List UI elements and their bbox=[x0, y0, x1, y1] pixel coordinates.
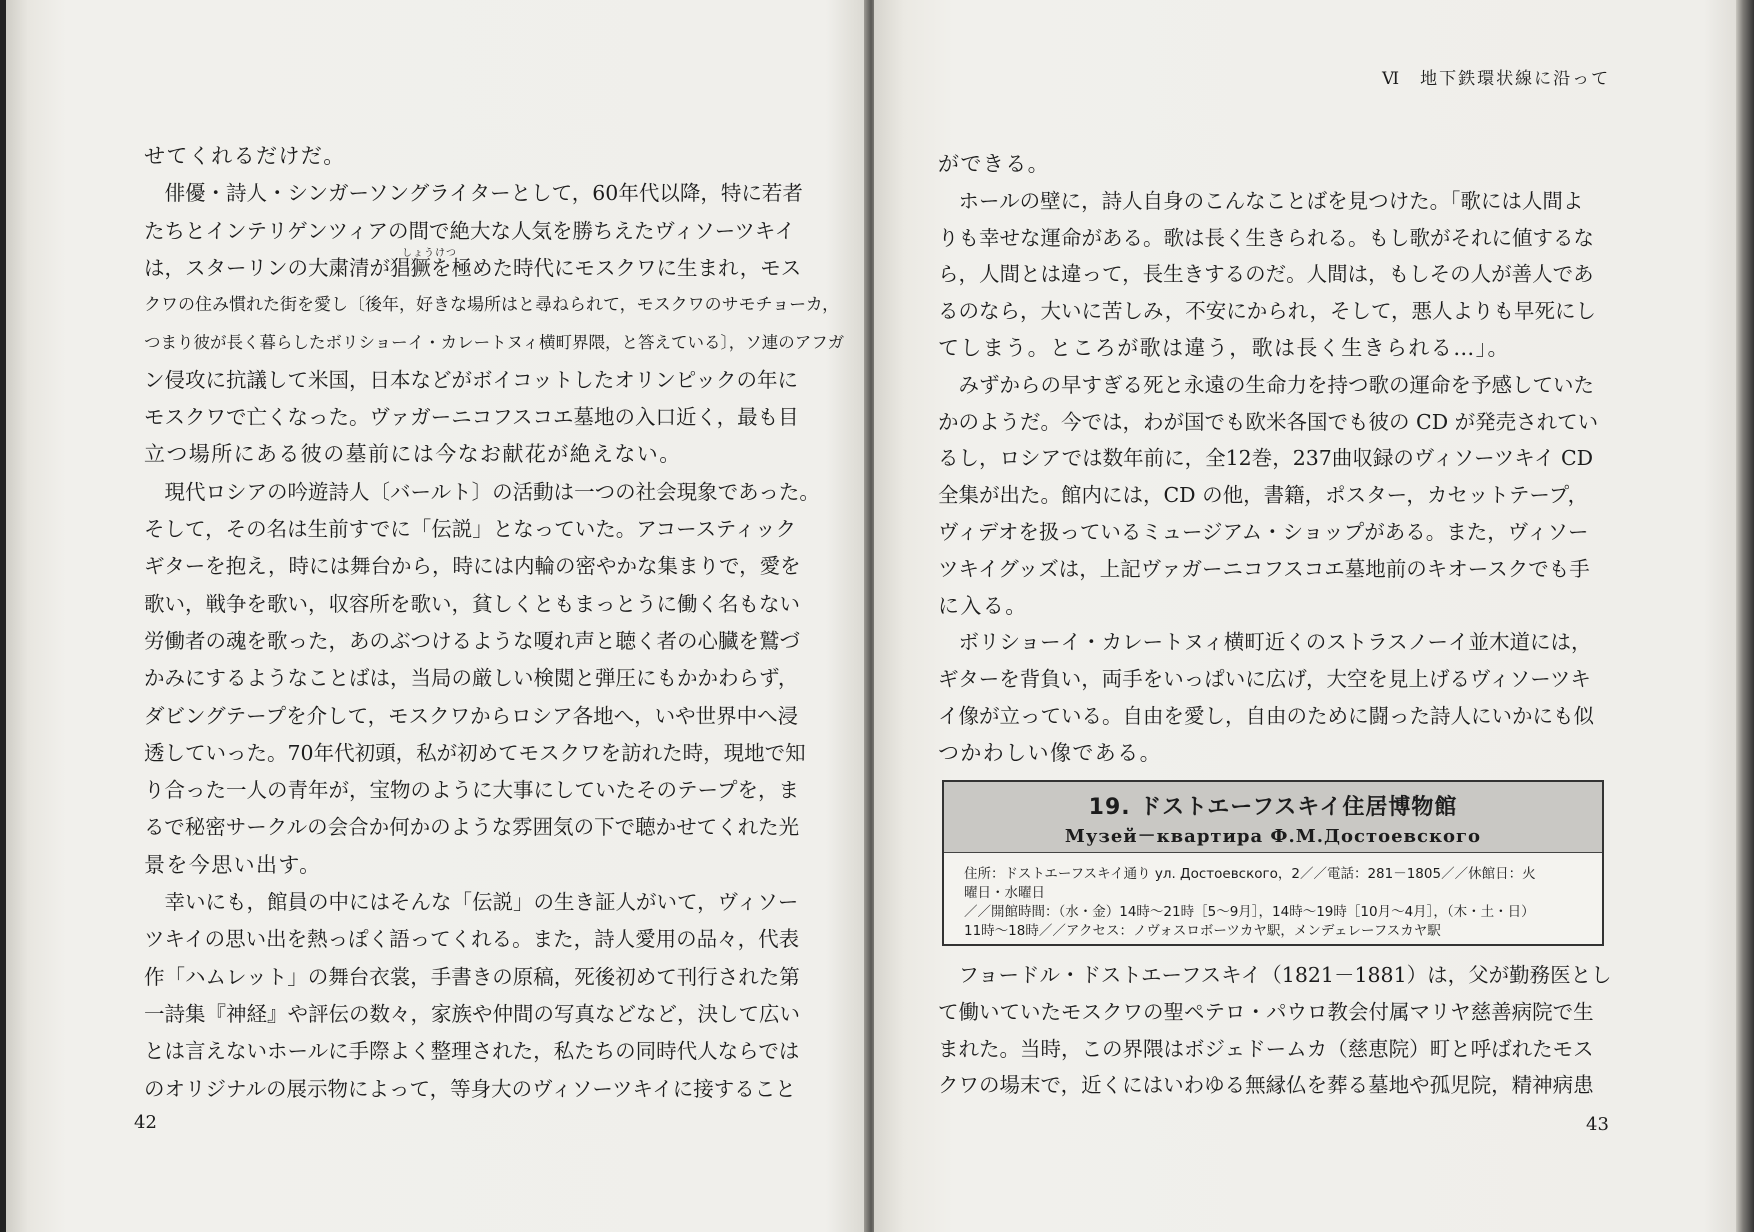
text-line: かのようだ。今では，わが国でも欧米各国でも彼の CD が発売されてい bbox=[938, 409, 1599, 434]
text-line: 現代ロシアの吟遊詩人〔バールト〕の活動は一つの社会現象であった。 bbox=[144, 479, 820, 504]
left-page bbox=[6, 0, 868, 1232]
text-line: てしまう。ところが歌は違う，歌は長く生きられる…」。 bbox=[938, 336, 1510, 360]
text-line: は，スターリンの大粛清が猖獗を極めた時代にモスクワに生まれ，モス bbox=[144, 255, 802, 280]
text-line: ツキイグッズは，上記ヴァガーニコフスコエ墓地前のキオースクでも手 bbox=[938, 556, 1590, 581]
info-detail-line: 11時～18時／／アクセス：ノヴォスロボーツカヤ駅，メンデェレーフスカヤ駅 bbox=[964, 923, 1441, 939]
page-number-left: 42 bbox=[134, 1112, 157, 1133]
text-line: とは言えないホールに手際よく整理された，私たちの同時代人ならでは bbox=[144, 1039, 800, 1064]
text-line: ホールの壁に，詩人自身のこんなことばを見つけた。「歌には人間よ bbox=[938, 188, 1584, 213]
text-line: ダビングテープを介して，モスクワからロシア各地へ，いや世界中へ浸 bbox=[144, 703, 799, 728]
text-line: イ像が立っている。自由を愛し，自由のために闘った詩人にいかにも似 bbox=[938, 704, 1594, 728]
text-line: つかわしい像である。 bbox=[938, 740, 1162, 765]
info-detail-line: ／／開館時間：（水・金）14時～21時［5～9月］，14時～19時［10月～4月］，（木・土・日） bbox=[964, 904, 1535, 920]
text-line: て働いていたモスクワの聖ペテロ・パウロ教会付属マリヤ慈善病院で生 bbox=[938, 999, 1594, 1024]
text-line: たちとインテリゲンツィアの間で絶大な人気を勝ちえたヴィソーツキイ bbox=[144, 218, 796, 243]
text-line: 労働者の魂を歌った，あのぶつけるような嗄れ声と聴く者の心臓を鷲づ bbox=[144, 628, 800, 653]
page-number-right: 43 bbox=[1586, 1114, 1609, 1135]
text-line: せてくれるだけだ。 bbox=[144, 144, 346, 168]
text-line: 全集が出た。館内には，CD の他，書籍，ポスター，カセットテープ， bbox=[938, 483, 1589, 508]
text-line: ギターを抱え，時には舞台から，時には内輪の密やかな集まりで，愛を bbox=[144, 554, 801, 579]
text-line: りも幸せな運命がある。歌は長く生きられる。もし歌がそれに値するな bbox=[938, 225, 1594, 250]
right-page bbox=[874, 0, 1736, 1232]
text-line: ン侵攻に抗議して米国，日本などがボイコットしたオリンピックの年に bbox=[144, 367, 798, 392]
museum-title-japanese: 19. ドストエーフスキイ住居博物館 bbox=[1088, 795, 1458, 820]
text-line: 透していった。70年代初頭，私が初めてモスクワを訪れた時，現地で知 bbox=[144, 740, 806, 765]
text-line: ら，人間とは違って，長生きするのだ。人間は，もしその人が善人であ bbox=[938, 262, 1594, 287]
text-line: り合った一人の青年が，宝物のように大事にしていたそのテープを，ま bbox=[144, 778, 799, 803]
text-line: 幸いにも，館員の中にはそんな「伝説」の生き証人がいて，ヴィソー bbox=[144, 890, 799, 914]
text-line: かみにするようなことばは，当局の厳しい検閲と弾圧にもかかわらず， bbox=[144, 666, 799, 691]
text-line: 一詩集『神経』や評伝の数々，家族や仲間の写真などなど，決して広い bbox=[144, 1001, 800, 1026]
text-line: のオリジナルの展示物によって，等身大のヴィソーツキイに接すること bbox=[144, 1076, 796, 1101]
book-edge-right bbox=[1736, 0, 1754, 1232]
text-line: 歌い，戦争を歌い，収容所を歌い，貧しくともまっとうに働く名もない bbox=[144, 591, 800, 616]
text-line: に入る。 bbox=[938, 593, 1028, 618]
text-line: ギターを背負い，両手をいっぱいに広げ，大空を見上げるヴィソーツキ bbox=[938, 667, 1591, 692]
text-line: フョードル・ドストエーフスキイ（1821－1881）は，父が勤務医とし bbox=[938, 963, 1612, 987]
text-line: 作「ハムレット」の舞台衣裳，手書きの原稿，死後初めて刊行された第 bbox=[144, 964, 800, 989]
text-line: モスクワで亡くなった。ヴァガーニコフスコエ墓地の入口近く，最も目 bbox=[144, 405, 799, 430]
text-line: ヴィデオを扱っているミュージアム・ショップがある。また，ヴィソー bbox=[938, 520, 1589, 544]
text-line: まれた。当時，この界隈はボジェドームカ（慈恵院）町と呼ばれたモス bbox=[938, 1036, 1594, 1061]
text-line: るで秘密サークルの会合か何かのような雰囲気の下で聴かせてくれた光 bbox=[144, 815, 800, 840]
museum-title-russian: Музей－квартира Ф.М.Достоевского bbox=[1064, 826, 1482, 847]
text-line: そして，その名は生前すでに「伝説」となっていた。アコースティック bbox=[144, 517, 797, 541]
info-detail-line: 住所：ドストエーフスキイ通り ул. Достоевского，2／／電話：281－1805／／休館日：火 bbox=[964, 866, 1536, 882]
text-line: みずからの早すぎる死と永遠の生命力を持つ歌の運命を予感していた bbox=[938, 372, 1594, 397]
info-detail-line: 曜日・水曜日 bbox=[964, 885, 1045, 901]
text-line: 俳優・詩人・シンガーソングライターとして，60年代以降，特に若者 bbox=[144, 181, 803, 206]
text-line: るのなら，大いに苦しみ，不安にかられ，そして，悪人よりも早死にし bbox=[938, 299, 1597, 324]
text-line: ボリショーイ・カレートヌィ横町近くのストラスノーイ並木道には， bbox=[938, 630, 1592, 655]
text-line: るし，ロシアでは数年前に，全12巻，237曲収録のヴィソーツキイ CD bbox=[938, 446, 1594, 471]
text-line: ツキイの思い出を熱っぽく語ってくれる。また，詩人愛用の品々，代表 bbox=[144, 927, 800, 952]
text-line: 立つ場所にある彼の墓前には今なお献花が絶えない。 bbox=[144, 442, 682, 467]
text-line: クワの場末で，近くにはいわゆる無縁仏を葬る墓地や孤児院，精神病患 bbox=[938, 1073, 1594, 1098]
text-line: つまり彼が長く暮らしたボリショーイ・カレートヌィ横町界隈，と答えている〕，ソ連のアフガ bbox=[144, 332, 845, 352]
running-head: Ⅵ 地下鉄環状線に沿って bbox=[1382, 69, 1611, 89]
text-line: クワの住み慣れた街を愛し〔後年，好きな場所はと尋ねられて，モスクワのサモチョーカ， bbox=[144, 295, 840, 316]
info-box-header bbox=[944, 782, 1602, 853]
text-line: 景を今思い出す。 bbox=[144, 852, 322, 877]
furigana: しょうけつ bbox=[402, 248, 457, 259]
text-line: ができる。 bbox=[938, 152, 1050, 176]
museum-info-box bbox=[942, 780, 1604, 946]
